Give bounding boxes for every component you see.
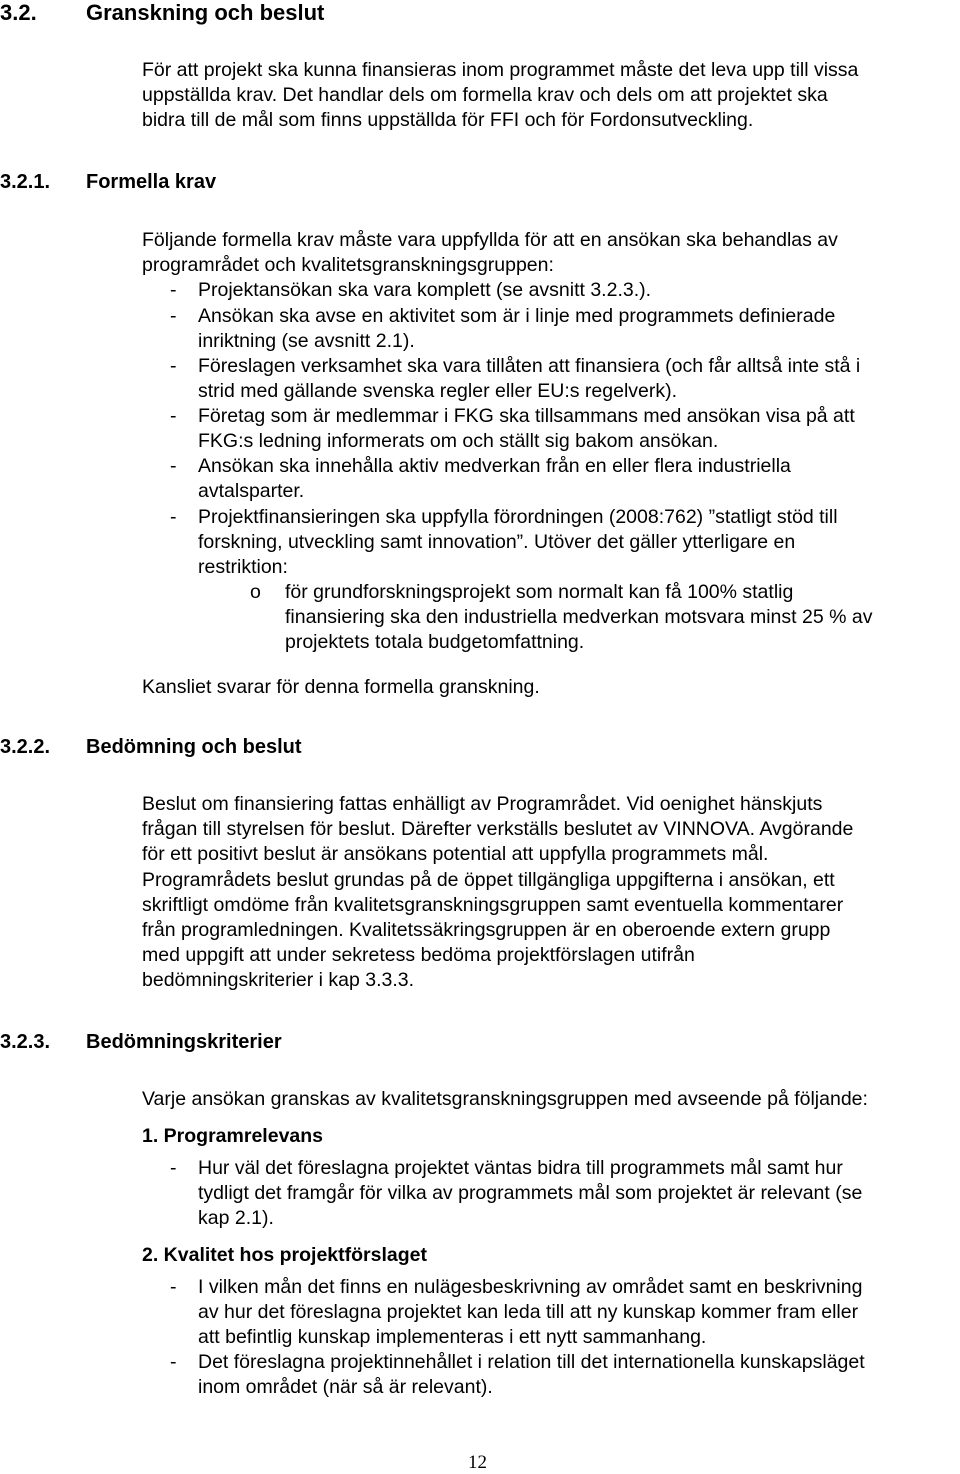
bullet-marker: - (170, 506, 177, 528)
paragraph-line: frågan till styrelsen för beslut. Därefter verkställs beslutet av VINNOVA. Avgörande (142, 818, 854, 840)
subsection-title: Bedömningskriterier (86, 1031, 282, 1053)
bullet-line: kap 2.1). (198, 1207, 274, 1229)
bullet-marker: - (170, 305, 177, 327)
bullet-line: Företag som är medlemmar i FKG ska tillsammans med ansökan visa på att (198, 405, 855, 427)
bullet-line: Projektfinansieringen ska uppfylla förordningen (2008:762) ”statligt stöd till (198, 506, 838, 528)
bullet-marker: - (170, 1351, 177, 1373)
intro-line: uppställda krav. Det handlar dels om formella krav och dels om att projektet ska (142, 84, 828, 106)
bullet-line: Projektansökan ska vara komplett (se avsnitt 3.2.3.). (198, 279, 652, 301)
paragraph-line: från programledningen. Kvalitetssäkringsgruppen är en oberoende extern grupp (142, 919, 831, 941)
sub-bullet-marker: o (250, 581, 261, 603)
paragraph-line: bedömningskriterier i kap 3.3.3. (142, 969, 415, 991)
bullet-marker: - (170, 279, 177, 301)
sub-bullet-line: för grundforskningsprojekt som normalt kan få 100% statlig (285, 581, 794, 603)
paragraph-line: Följande formella krav måste vara uppfyllda för att en ansökan ska behandlas av (142, 229, 838, 251)
subsection-title: Bedömning och beslut (86, 736, 302, 758)
paragraph-line: Beslut om finansiering fattas enhälligt av Programrådet. Vid oenighet hänskjuts (142, 793, 823, 815)
section-title: Granskning och beslut (86, 0, 325, 25)
bullet-marker: - (170, 405, 177, 427)
bullet-line: inriktning (se avsnitt 2.1). (198, 330, 415, 352)
criterion-title: 2. Kvalitet hos projektförslaget (142, 1244, 427, 1266)
bullet-line: Föreslagen verksamhet ska vara tillåten att finansiera (och får alltså inte stå i (198, 355, 861, 377)
paragraph-line: Kansliet svarar för denna formella granskning. (142, 676, 540, 698)
bullet-marker: - (170, 355, 177, 377)
bullet-line: strid med gällande svenska regler eller EU:s regelverk). (198, 380, 678, 402)
sub-bullet-line: finansiering ska den industriella medverkan motsvara minst 25 % av (285, 606, 873, 628)
paragraph-line: Varje ansökan granskas av kvalitetsgranskningsgruppen med avseende på följande: (142, 1088, 868, 1110)
paragraph-line: skriftligt omdöme från kvalitetsgranskningsgruppen samt eventuella kommentarer (142, 894, 844, 916)
bullet-line: tydligt det framgår för vilka av programmets mål som projektet är relevant (se (198, 1182, 863, 1204)
intro-line: bidra till de mål som finns uppställda för FFI och för Fordonsutveckling. (142, 109, 754, 131)
subsection-number: 3.2.1. (0, 171, 51, 193)
subsection-number: 3.2.3. (0, 1031, 51, 1053)
bullet-line: av hur det föreslagna projektet kan leda till att ny kunskap kommer fram eller (198, 1301, 859, 1323)
subsection-number: 3.2.2. (0, 736, 51, 758)
bullet-marker: - (170, 1276, 177, 1298)
bullet-line: Ansökan ska avse en aktivitet som är i linje med programmets definierade (198, 305, 836, 327)
paragraph-line: programrådet och kvalitetsgranskningsgruppen: (142, 254, 554, 276)
paragraph-line: med uppgift att under sekretess bedöma projektförslagen utifrån (142, 944, 695, 966)
bullet-marker: - (170, 455, 177, 477)
section-number: 3.2. (0, 0, 37, 25)
paragraph-line: Programrådets beslut grundas på de öppet tillgängliga uppgifterna i ansökan, ett (142, 869, 835, 891)
bullet-marker: - (170, 1157, 177, 1179)
bullet-line: inom området (när så är relevant). (198, 1376, 493, 1398)
bullet-line: restriktion: (198, 556, 288, 578)
criterion-title: 1. Programrelevans (142, 1125, 324, 1147)
bullet-line: Hur väl det föreslagna projektet väntas bidra till programmets mål samt hur (198, 1157, 843, 1179)
bullet-line: FKG:s ledning informerats om och ställt sig bakom ansökan. (198, 430, 719, 452)
bullet-line: avtalsparter. (198, 480, 305, 502)
intro-line: För att projekt ska kunna finansieras inom programmet måste det leva upp till vissa (142, 59, 859, 81)
bullet-line: forskning, utveckling samt innovation”. Utöver det gäller ytterligare en (198, 531, 796, 553)
subsection-title: Formella krav (86, 171, 217, 193)
bullet-line: I vilken mån det finns en nulägesbeskrivning av området samt en beskrivning (198, 1276, 863, 1298)
sub-bullet-line: projektets totala budgetomfattning. (285, 631, 585, 653)
bullet-line: att befintlig kunskap implementeras i ett nytt sammanhang. (198, 1326, 707, 1348)
page-number: 12 (468, 1452, 487, 1473)
paragraph-line: för ett positivt beslut är ansökans potential att uppfylla programmets mål. (142, 843, 769, 865)
bullet-line: Det föreslagna projektinnehållet i relation till det internationella kunskapsläget (198, 1351, 865, 1373)
bullet-line: Ansökan ska innehålla aktiv medverkan från en eller flera industriella (198, 455, 791, 477)
